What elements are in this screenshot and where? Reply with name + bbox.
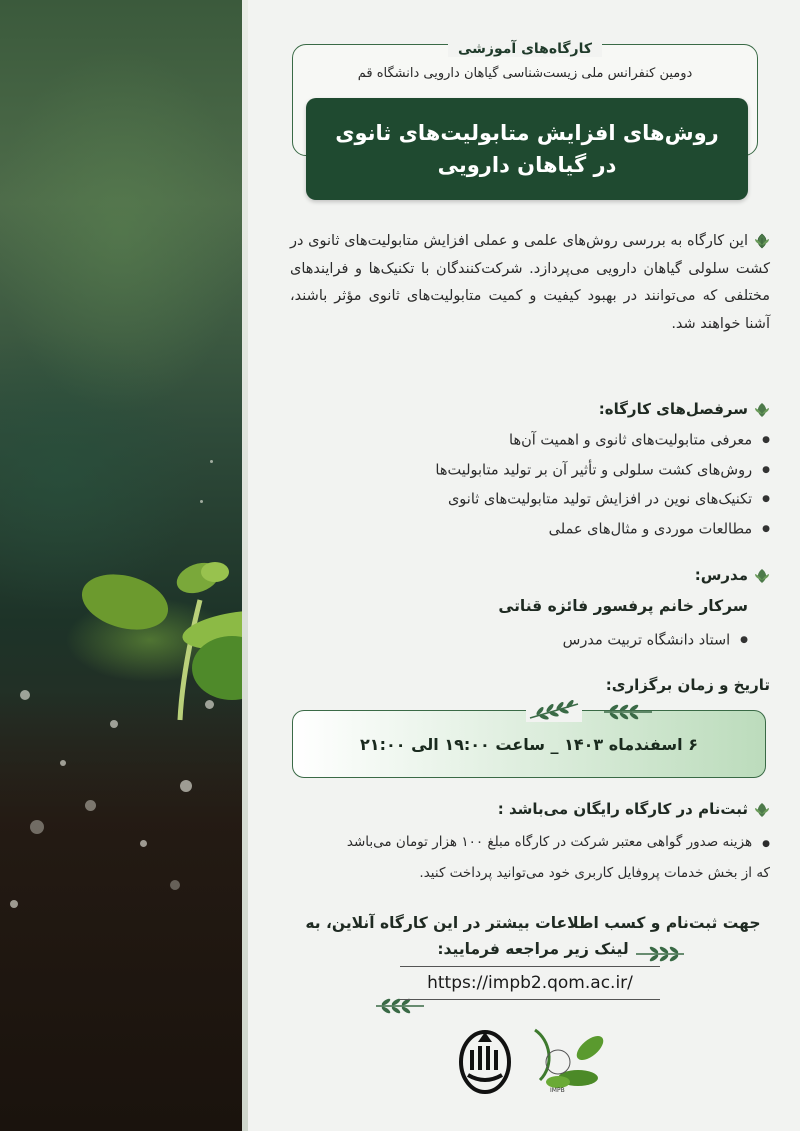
list-item: ● روش‌های کشت سلولی و تأثیر آن بر تولید متابولیت‌ها [300, 456, 770, 486]
logos-row [440, 1020, 630, 1100]
wheat-icon [526, 700, 582, 722]
schedule-heading: تاریخ و زمان برگزاری: [605, 676, 770, 694]
header-badge-wrap [292, 38, 758, 57]
title-line-2: در گیاهان دارویی [437, 153, 617, 177]
registration-link[interactable] [400, 966, 660, 1000]
seedling-photo [0, 0, 248, 1131]
svg-text:IMPB: IMPB [550, 1087, 565, 1094]
registration-note-line-1: ●هزینه صدور گواهی معتبر شرکت در کارگاه مبلغ ۱۰۰ هزار تومان می‌باشد [346, 834, 770, 850]
seedling-illustration [0, 560, 248, 820]
logos-graphic [440, 1020, 630, 1100]
registration-heading-text: ثبت‌نام در کارگاه رایگان می‌باشد : [497, 800, 748, 818]
workshop-title-box [306, 98, 748, 200]
leaf-icon [754, 568, 770, 584]
university-logo [461, 1032, 509, 1092]
wheat-icon [600, 700, 656, 722]
topics-list [300, 426, 770, 544]
leaf-icon [754, 802, 770, 818]
instructor-heading-text: مدرس: [694, 566, 748, 584]
leaf-icon [754, 233, 770, 249]
instructor-name: سرکار خانم پرفسور فائزه قناتی [498, 597, 748, 615]
intro-text: این کارگاه به بررسی روش‌های علمی و عملی افزایش متابولیت‌های ثانوی در کشت سلولی گیاهان دارویی می‌پردازد. شرکت‌کنندگان با تکنیک‌ها و فرایندهای مختلفی که می‌توانند در بهبود کیفیت و کمیت متابولیت‌های ثانوی مؤثر باشند، آشنا خواهند شد. [290, 233, 770, 332]
list-item: ● استاد دانشگاه تربیت مدرس [278, 626, 748, 656]
topics-heading-text: سرفصل‌های کارگاه: [598, 400, 748, 418]
registration-note [296, 828, 770, 888]
photo-edge [242, 0, 248, 1131]
list-item: ● تکنیک‌های نوین در افزایش تولید متابولیت‌های ثانوی [300, 485, 770, 515]
registration-note-line-2: که از بخش خدمات پروفایل کاربری خود می‌توانید پرداخت کنید. [419, 865, 770, 881]
intro-paragraph [290, 228, 770, 338]
list-item: ● معرفی متابولیت‌های ثانوی و اهمیت آن‌ها [300, 426, 770, 456]
cta-line-2: لینک زیر مراجعه فرمایید: [437, 940, 629, 958]
conference-logo [535, 1030, 607, 1094]
date-time-text: ۶ اسفندماه ۱۴۰۳ _ ساعت ۱۹:۰۰ الی ۲۱:۰۰ [360, 734, 698, 754]
instructor-details [278, 626, 748, 656]
list-item: ● مطالعات موردی و مثال‌های عملی [300, 515, 770, 545]
cta-text [296, 910, 770, 962]
wheat-icon [632, 942, 688, 964]
title-line-1: روش‌های افزایش متابولیت‌های ثانوی [335, 121, 719, 145]
cta-line-1: جهت ثبت‌نام و کسب اطلاعات بیشتر در این کارگاه آنلاین، به [305, 914, 761, 932]
registration-heading [498, 800, 770, 818]
header-badge: کارگاه‌های آموزشی [448, 41, 602, 57]
registration-url[interactable]: https://impb2.qom.ac.ir/ [427, 973, 633, 993]
leaf-icon [754, 402, 770, 418]
instructor-heading [695, 566, 770, 584]
conference-name: دومین کنفرانس ملی زیست‌شناسی گیاهان دارویی دانشگاه قم [357, 66, 693, 81]
topics-heading [599, 400, 770, 418]
